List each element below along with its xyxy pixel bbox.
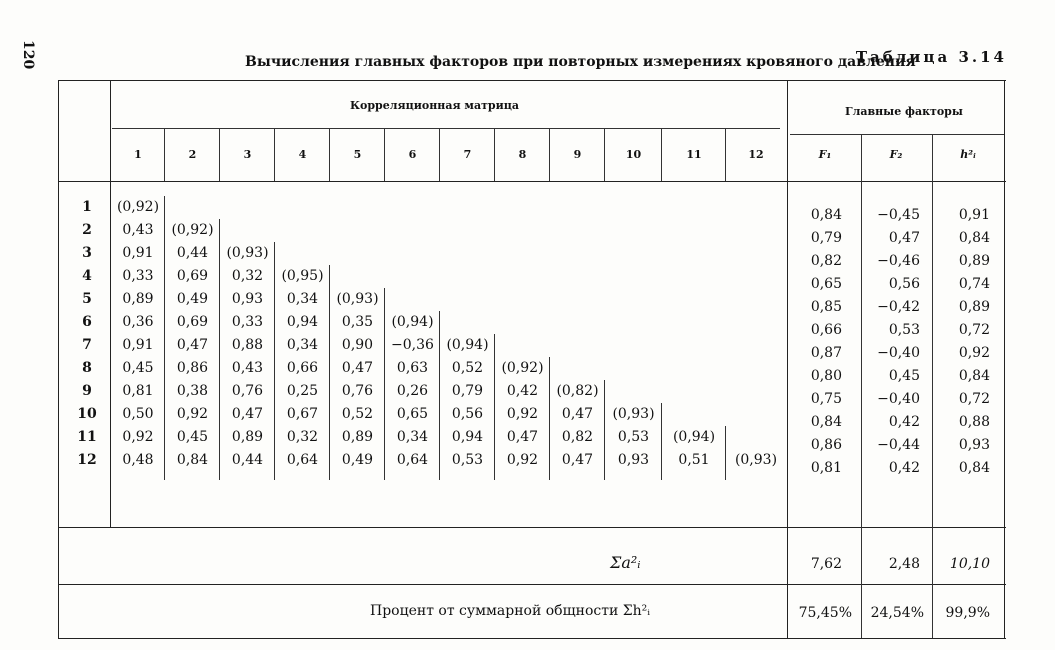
correlation-cell: (0,94) <box>446 337 489 353</box>
factor-f1-cell: 0,66 <box>810 322 842 338</box>
vrule-col <box>604 128 605 181</box>
correlation-cell: 0,44 <box>231 452 264 468</box>
vrule-corr-end <box>787 80 788 638</box>
vrule-col <box>494 128 495 181</box>
correlation-cell: 0,45 <box>176 429 209 445</box>
stair-line <box>604 380 605 480</box>
sum-f2: 2,48 <box>888 556 920 572</box>
correlation-cell: (0,94) <box>391 314 434 330</box>
correlation-cell: 0,89 <box>231 429 264 445</box>
vrule-col <box>274 128 275 181</box>
correlation-cell: −0,36 <box>391 337 434 353</box>
correlation-cell: 0,47 <box>176 337 209 353</box>
vrule-rownum <box>110 80 111 527</box>
correlation-cell: 0,38 <box>176 383 209 399</box>
factor-h2-cell: 0,84 <box>958 230 990 246</box>
column-header: 4 <box>298 148 307 161</box>
factor-h2-cell: 0,93 <box>958 437 990 453</box>
correlation-cell: 0,32 <box>286 429 319 445</box>
rule-bottom <box>58 638 1006 639</box>
correlation-cell: 0,49 <box>176 291 209 307</box>
factor-column-header: F₂ <box>889 148 903 161</box>
factor-f1-cell: 0,80 <box>810 368 842 384</box>
factor-f2-cell: 0,42 <box>888 460 920 476</box>
percent-label: Процент от суммарной общности Σh²ᵢ <box>370 603 651 619</box>
correlation-cell: 0,36 <box>122 314 154 330</box>
stair-line <box>329 265 330 480</box>
correlation-cell: 0,33 <box>231 314 264 330</box>
correlation-cell: 0,82 <box>561 429 594 445</box>
factor-f1-cell: 0,84 <box>810 414 842 430</box>
row-number: 8 <box>82 360 92 376</box>
correlation-cell: 0,69 <box>176 268 209 284</box>
correlation-cell: 0,47 <box>506 429 539 445</box>
correlation-cell: (0,92) <box>501 360 544 376</box>
stair-line <box>164 196 165 480</box>
column-header: 2 <box>188 148 197 161</box>
column-header: 9 <box>573 148 582 161</box>
rule-corr-sub <box>112 128 780 129</box>
page-number: 120 <box>20 40 36 70</box>
vrule-col <box>439 128 440 181</box>
column-header: 11 <box>686 148 702 161</box>
correlation-cell: 0,66 <box>286 360 319 376</box>
correlation-cell: 0,84 <box>176 452 209 468</box>
rule-factor-sub <box>790 134 1004 135</box>
correlation-cell: 0,43 <box>122 222 154 238</box>
sum-h2: 10,10 <box>949 556 990 572</box>
correlation-cell: 0,44 <box>176 245 209 261</box>
correlation-cell: 0,47 <box>561 406 594 422</box>
factor-h2-cell: 0,89 <box>958 299 990 315</box>
factor-f2-cell: 0,45 <box>888 368 920 384</box>
stair-line <box>549 357 550 480</box>
correlation-cell: 0,52 <box>341 406 374 422</box>
correlation-cell: (0,93) <box>226 245 269 261</box>
factor-f1-cell: 0,86 <box>810 437 842 453</box>
correlation-cell: 0,76 <box>341 383 374 399</box>
factor-h2-cell: 0,92 <box>958 345 990 361</box>
stair-line <box>219 219 220 480</box>
factor-column-header: F₁ <box>818 148 832 161</box>
correlation-cell: 0,92 <box>506 406 539 422</box>
vrule-col <box>219 128 220 181</box>
correlation-cell: 0,93 <box>231 291 264 307</box>
row-number: 9 <box>82 383 92 399</box>
column-header: 1 <box>134 148 142 161</box>
vrule-left <box>58 80 59 638</box>
correlation-cell: 0,76 <box>231 383 264 399</box>
correlation-cell: 0,52 <box>451 360 484 376</box>
factor-f1-cell: 0,82 <box>810 253 842 269</box>
vrule-col <box>549 128 550 181</box>
factor-h2-cell: 0,72 <box>958 322 990 338</box>
row-number: 10 <box>77 406 97 422</box>
correlation-cell: (0,92) <box>171 222 214 238</box>
correlation-cell: 0,67 <box>286 406 319 422</box>
column-header: 12 <box>748 148 764 161</box>
correlation-cell: 0,88 <box>231 337 264 353</box>
vrule-col <box>725 128 726 181</box>
factor-f2-cell: −0,45 <box>877 207 920 223</box>
row-number: 5 <box>82 291 92 307</box>
column-header: 8 <box>518 148 527 161</box>
correlation-cell: 0,48 <box>122 452 154 468</box>
correlation-cell: (0,82) <box>556 383 599 399</box>
row-number: 4 <box>82 268 92 284</box>
correlation-cell: 0,94 <box>451 429 484 445</box>
row-number: 3 <box>82 245 92 261</box>
stair-line <box>274 242 275 480</box>
factor-f1-cell: 0,85 <box>810 299 842 315</box>
factor-f1-cell: 0,79 <box>810 230 842 246</box>
correlation-cell: (0,94) <box>672 429 716 445</box>
rule-header-bottom <box>58 181 1006 182</box>
column-header: 6 <box>408 148 417 161</box>
correlation-cell: 0,34 <box>286 291 319 307</box>
vrule-col <box>164 128 165 181</box>
correlation-cell: 0,91 <box>122 337 154 353</box>
column-header: 7 <box>463 148 472 161</box>
correlation-cell: 0,25 <box>286 383 319 399</box>
correlation-cell: (0,93) <box>336 291 379 307</box>
correlation-cell: 0,79 <box>451 383 484 399</box>
correlation-cell: 0,92 <box>176 406 209 422</box>
factor-h2-cell: 0,74 <box>958 276 990 292</box>
correlation-cell: 0,45 <box>122 360 154 376</box>
factor-f2-cell: −0,40 <box>877 345 920 361</box>
vrule-col <box>384 128 385 181</box>
sum-f1: 7,62 <box>810 556 842 572</box>
factor-h2-cell: 0,72 <box>958 391 990 407</box>
correlation-cell: 0,90 <box>341 337 374 353</box>
correlation-cell: 0,69 <box>176 314 209 330</box>
percent-h2: 99,9% <box>945 605 990 621</box>
correlation-cell: 0,43 <box>231 360 264 376</box>
sum-label: Σa²ᵢ <box>610 553 641 572</box>
row-number: 6 <box>82 314 92 330</box>
factor-h2-cell: 0,88 <box>958 414 990 430</box>
row-number: 12 <box>77 452 97 468</box>
row-number: 1 <box>82 199 92 215</box>
correlation-cell: 0,49 <box>341 452 374 468</box>
correlation-cell: 0,92 <box>506 452 539 468</box>
correlation-cell: 0,92 <box>122 429 154 445</box>
factor-f2-cell: 0,56 <box>888 276 920 292</box>
table-title: Вычисления главных факторов при повторных измерениях кровяного давления <box>245 54 916 70</box>
row-number: 2 <box>82 222 92 238</box>
correlation-cell: 0,47 <box>561 452 594 468</box>
correlation-cell: 0,47 <box>231 406 264 422</box>
correlation-cell: 0,53 <box>617 429 650 445</box>
factor-h2-cell: 0,89 <box>958 253 990 269</box>
factor-f2-cell: −0,40 <box>877 391 920 407</box>
correlation-cell: (0,92) <box>116 199 160 215</box>
correlation-cell: (0,93) <box>612 406 655 422</box>
correlation-cell: 0,26 <box>396 383 429 399</box>
stair-line <box>384 288 385 480</box>
stair-line <box>494 334 495 480</box>
correlation-cell: 0,65 <box>396 406 429 422</box>
vrule-f2 <box>932 134 933 638</box>
percent-f1: 75,45% <box>798 605 852 621</box>
correlation-cell: 0,91 <box>122 245 154 261</box>
factor-f1-cell: 0,75 <box>810 391 842 407</box>
correlation-cell: 0,35 <box>341 314 374 330</box>
correlation-cell: 0,94 <box>286 314 319 330</box>
correlation-cell: 0,53 <box>451 452 484 468</box>
header-corr-matrix: Корреляционная матрица <box>350 99 520 112</box>
factor-f1-cell: 0,81 <box>810 460 842 476</box>
correlation-cell: 0,89 <box>122 291 154 307</box>
vrule-right <box>1004 80 1005 638</box>
factor-f2-cell: 0,53 <box>888 322 920 338</box>
factor-f2-cell: 0,47 <box>888 230 920 246</box>
factor-f1-cell: 0,87 <box>810 345 842 361</box>
factor-f1-cell: 0,84 <box>810 207 842 223</box>
factor-f2-cell: −0,46 <box>877 253 920 269</box>
column-header: 10 <box>625 148 642 161</box>
factor-h2-cell: 0,84 <box>958 460 990 476</box>
vrule-col <box>661 128 662 181</box>
header-main-factors: Главные факторы <box>845 105 963 118</box>
correlation-cell: 0,93 <box>617 452 650 468</box>
correlation-cell: 0,89 <box>341 429 374 445</box>
correlation-cell: 0,32 <box>231 268 264 284</box>
column-header: 5 <box>353 148 362 161</box>
row-number: 11 <box>77 429 97 445</box>
correlation-cell: (0,93) <box>734 452 778 468</box>
correlation-cell: 0,33 <box>122 268 154 284</box>
correlation-cell: 0,64 <box>286 452 319 468</box>
correlation-cell: 0,56 <box>451 406 484 422</box>
factor-h2-cell: 0,84 <box>958 368 990 384</box>
correlation-cell: 0,64 <box>396 452 429 468</box>
rule-top <box>58 80 1006 81</box>
factor-h2-cell: 0,91 <box>958 207 990 223</box>
stair-line <box>661 403 662 480</box>
correlation-cell: 0,50 <box>122 406 154 422</box>
stair-line <box>725 426 726 480</box>
correlation-cell: 0,63 <box>396 360 429 376</box>
rule-sum-bottom <box>58 584 1006 585</box>
factor-f2-cell: −0,44 <box>877 437 920 453</box>
correlation-cell: 0,86 <box>176 360 209 376</box>
table-label: Таблица 3.14 <box>855 48 1007 66</box>
rule-body-bottom <box>58 527 1006 528</box>
correlation-cell: 0,42 <box>506 383 539 399</box>
factor-f2-cell: 0,42 <box>888 414 920 430</box>
row-number: 7 <box>82 337 92 353</box>
factor-f2-cell: −0,42 <box>877 299 920 315</box>
factor-column-header: h²ᵢ <box>960 148 976 161</box>
stair-line <box>439 311 440 480</box>
correlation-cell: 0,34 <box>396 429 429 445</box>
correlation-cell: 0,47 <box>341 360 374 376</box>
correlation-cell: 0,51 <box>678 452 710 468</box>
vrule-col <box>329 128 330 181</box>
factor-f1-cell: 0,65 <box>810 276 842 292</box>
correlation-cell: (0,95) <box>281 268 324 284</box>
percent-f2: 24,54% <box>870 605 924 621</box>
column-header: 3 <box>243 148 252 161</box>
correlation-cell: 0,81 <box>122 383 154 399</box>
correlation-cell: 0,34 <box>286 337 319 353</box>
